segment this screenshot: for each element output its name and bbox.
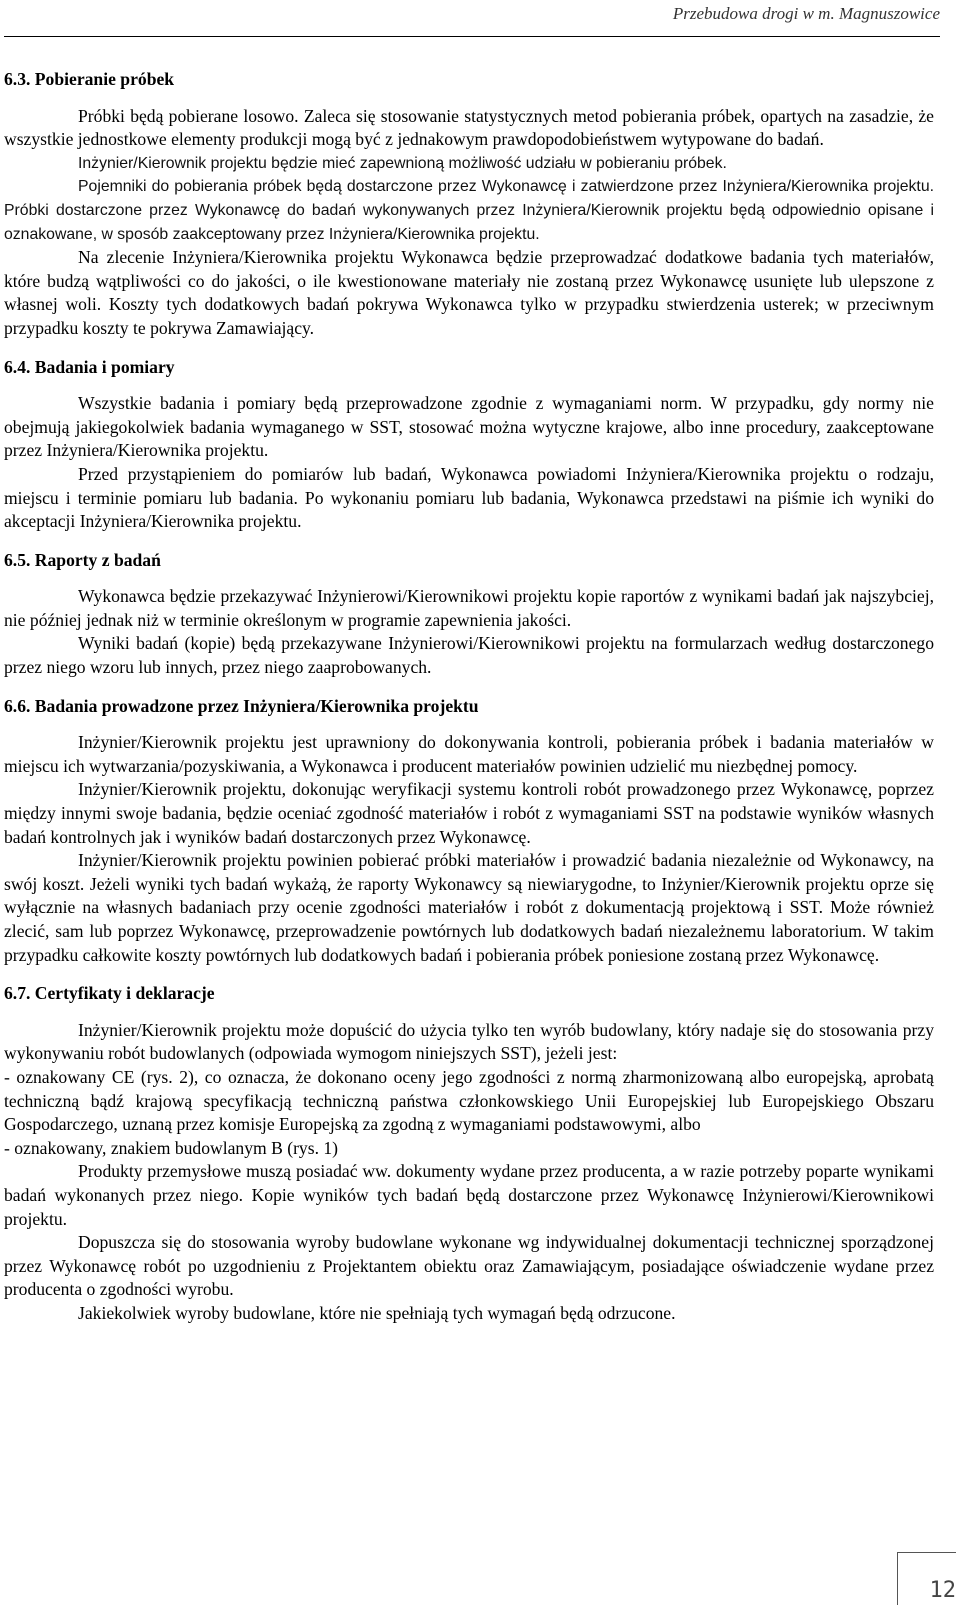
header-rule <box>4 36 940 37</box>
paragraph: Pojemniki do pobierania próbek będą dostarczone przez Wykonawcę i zatwierdzone przez Inżyniera/Kierownika projektu. Próbki dostarczone przez Wykonawcę do badań wykonywanych przez Inżyniera/Kierownik projektu będą odpowiednio opisane i oznakowane, w sposób zaakceptowany przez Inżyniera/Kierownika projektu. <box>4 178 934 243</box>
paragraph: Na zlecenie Inżyniera/Kierownika projektu Wykonawca będzie przeprowadzać dodatkowe badania tych materiałów, które budzą wątpliwości co do jakości, o ile kwestionowane materiały nie zostaną przez Wykonawcę usunięte lub ulepszone z własnej woli. Koszty tych dodatkowych badań pokrywa Wykonawca tylko w przypadku stwierdzenia usterek; w przeciwnym przypadku koszty te pokrywa Zamawiający. <box>4 247 934 338</box>
paragraph: Próbki będą pobierane losowo. Zaleca się stosowanie statystycznych metod pobierania próbek, opartych na zasadzie, że wszystkie jednostkowe elementy produkcji mogą być z jednakowym prawdopodobieństwem wytypowane do badań. <box>4 105 934 150</box>
paragraph: Wszystkie badania i pomiary będą przeprowadzone zgodnie z wymaganiami norm. W przypadku, gdy normy nie obejmują jakiegokolwiek badania wymaganego w SST, stosować można wytyczne krajowe, albo inne procedury, zaakceptowane przez Inżyniera/Kierownika projektu. <box>4 393 934 461</box>
document-body <box>4 68 934 1326</box>
section-heading: 6.4. Badania i pomiary <box>4 356 175 377</box>
section-6-4 <box>4 356 934 534</box>
running-header: Przebudowa drogi w m. Magnuszowice <box>672 4 940 23</box>
paragraph: Inżynier/Kierownik projektu jest uprawniony do dokonywania kontroli, pobierania próbek i badania materiałów w miejscu ich wytwarzania/pozyskiwania, a Wykonawca i producent materiałów powinien udzielić mu niezbędnej pomocy. <box>4 732 934 776</box>
page-number: 12 <box>929 1578 956 1603</box>
section-heading: 6.6. Badania prowadzone przez Inżyniera/Kierownika projektu <box>4 695 479 716</box>
paragraph: Produkty przemysłowe muszą posiadać ww. dokumenty wydane przez producenta, a w razie potrzeby poparte wynikami badań wykonanych przez niego. Kopie wyników tych badań będą dostarczone przez Wykonawcę Inżynierowi/Kierownikowi projektu. <box>4 1161 934 1229</box>
paragraph: Inżynier/Kierownik projektu powinien pobierać próbki materiałów i prowadzić badania niezależnie od Wykonawcy, na swój koszt. Jeżeli wyniki tych badań wykażą, że raporty Wykonawcy są niewiarygodne, to Inżynier/Kierownik projektu oprze się wyłącznie na własnych badaniach przy ocenie zgodności materiałów i robót z dokumentacją projektową i SST. Może również zlecić, sam lub poprzez Wykonawcę, przeprowadzenie powtórnych lub dodatkowych badań niezależnemu laboratorium. W takim przypadku całkowite koszty powtórnych lub dodatkowych badań i pobierania próbek poniesione zostaną przez Wykonawcę. <box>4 850 934 965</box>
paragraph: Inżynier/Kierownik projektu, dokonując weryfikacji systemu kontroli robót prowadzonego przez Wykonawcę, poprzez między innymi swoje badania, będzie oceniać zgodność materiałów i robót z wymaganiami SST na podstawie wyników własnych badań kontrolnych jak i wyników badań dostarczonych przez Wykonawcę. <box>4 779 934 847</box>
paragraph: Wyniki badań (kopie) będą przekazywane Inżynierowi/Kierownikowi projektu na formularzach według dostarczonego przez niego wzoru lub innych, przez niego zaaprobowanych. <box>4 633 934 678</box>
paragraph: Wykonawca będzie przekazywać Inżynierowi/Kierownikowi projektu kopie raportów z wynikami badań jak najszybciej, nie później jednak niż w terminie określonym w programie zapewnienia jakości. <box>4 586 934 630</box>
paragraph: Przed przystąpieniem do pomiarów lub badań, Wykonawca powiadomi Inżyniera/Kierownika projektu o rodzaju, miejscu i terminie pomiaru lub badania. Po wykonaniu pomiaru lub badania, Wykonawca przedstawi na piśmie ich wyniki do akceptacji Inżyniera/Kierownika projektu. <box>4 463 934 532</box>
paragraph: Inżynier/Kierownik projektu może dopuścić do użycia tylko ten wyrób budowlany, który nadaje się do stosowania przy wykonywaniu robót budowlanych (odpowiada wymogom niniejszych SST), jeżeli jest: <box>4 1019 934 1064</box>
paragraph: Jakiekolwiek wyroby budowlane, które nie spełniają tych wymagań będą odrzucone. <box>78 1302 676 1323</box>
paragraph: Dopuszcza się do stosowania wyroby budowlane wykonane wg indywidualnej dokumentacji technicznej sporządzonej przez Wykonawcę robót po uzgodnieniu z Projektantem obiektu oraz Zamawiającym, posiadające oświadczenie wydane przez producenta o zgodności wyrobu. <box>4 1232 934 1300</box>
list-item: - oznakowany, znakiem budowlanym B (rys. 1) <box>4 1137 339 1158</box>
list-item: - oznakowany CE (rys. 2), co oznacza, że dokonano oceny jego zgodności z normą zharmonizowaną albo europejską, aprobatą techniczną bądź krajową specyfikacją techniczną państwa członkowskiego Unii Europejskiej lub Europejskiego Obszaru Gospodarczego, uznaną przez komisje Europejską za zgodną z wymaganiami podstawowymi, albo <box>4 1066 934 1135</box>
section-6-5 <box>4 549 934 680</box>
section-6-7 <box>4 982 934 1325</box>
section-heading: 6.5. Raporty z badań <box>4 549 161 570</box>
section-6-6 <box>4 695 934 968</box>
section-heading: 6.3. Pobieranie próbek <box>4 69 175 89</box>
paragraph: Inżynier/Kierownik projektu będzie mieć zapewnioną możliwość udziału w pobieraniu próbek. <box>78 154 727 172</box>
section-heading: 6.7. Certyfikaty i deklaracje <box>4 983 215 1004</box>
section-6-3 <box>4 68 934 341</box>
